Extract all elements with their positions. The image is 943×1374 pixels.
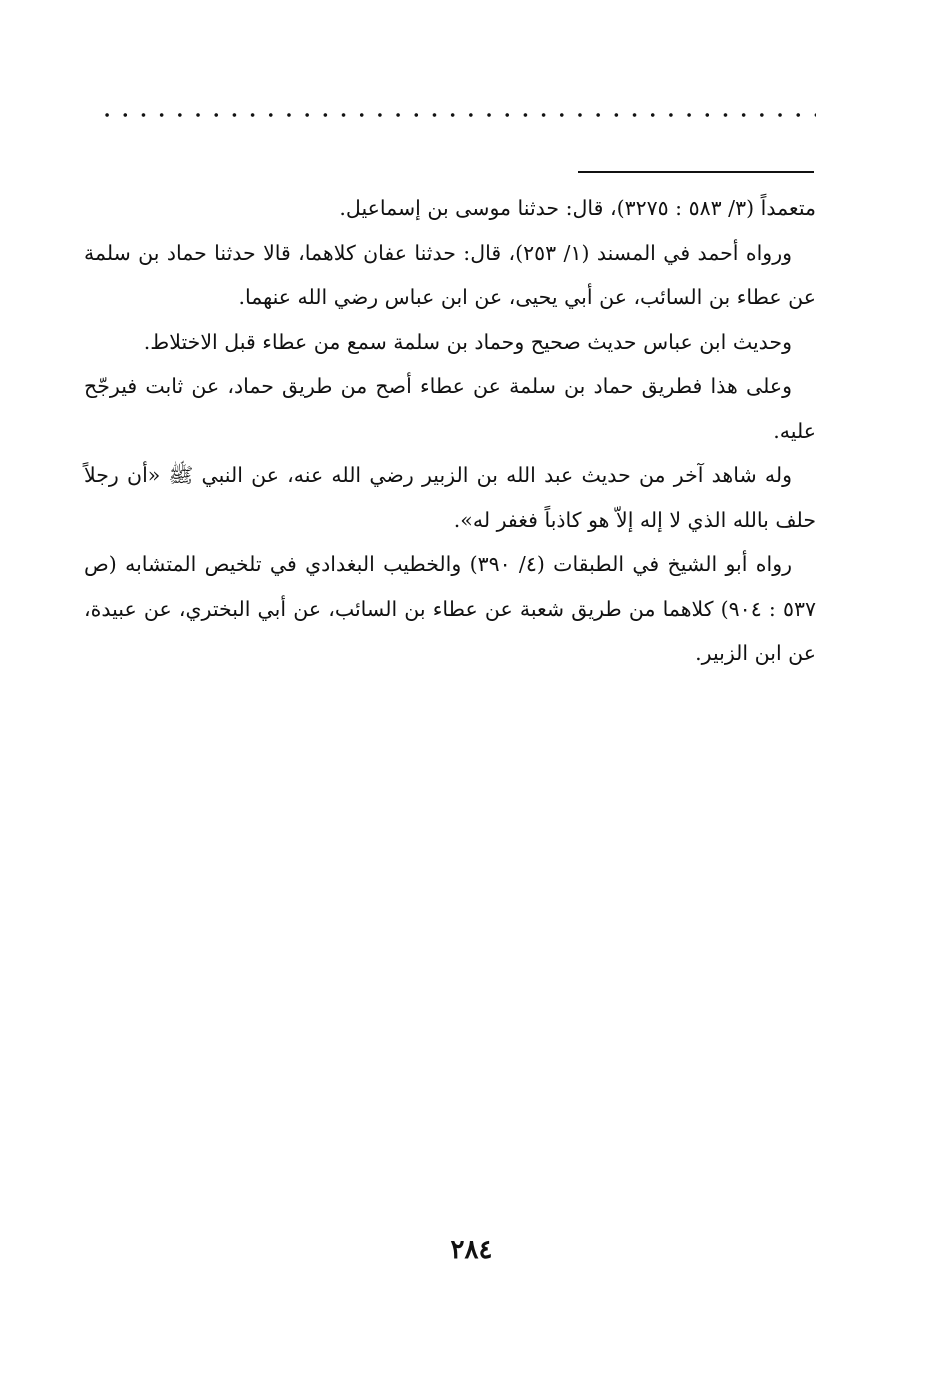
page-number: ٢٨٤: [450, 1235, 493, 1265]
paragraph-4: وعلى هذا فطريق حماد بن سلمة عن عطاء أصح من طريق حماد، عن ثابت فيرجّح عليه.: [84, 374, 816, 443]
footnote-rule: [578, 171, 814, 173]
dotted-separator: [98, 108, 816, 122]
paragraph-6: رواه أبو الشيخ في الطبقات (٤/ ٣٩٠) والخطيب البغدادي في تلخيص المتشابه (ص ٥٣٧ : ٩٠٤) كلاهما من طريق شعبة عن عطاء بن السائب، عن أبي البختري، عن عبيدة، عن ابن الزبير.: [84, 552, 816, 665]
page-body: [84, 186, 816, 676]
paragraph-3: وحديث ابن عباس حديث صحيح وحماد بن سلمة سمع من عطاء قبل الاختلاط.: [143, 329, 792, 354]
paragraph-1: متعمداً (٣/ ٥٨٣ : ٣٢٧٥)، قال: حدثنا موسى بن إسماعيل.: [339, 196, 816, 220]
paragraph-5: وله شاهد آخر من حديث عبد الله بن الزبير رضي الله عنه، عن النبي ﷺ «أن رجلاً حلف بالله الذي لا إله إلاّ هو كاذباً فغفر له».: [84, 463, 816, 532]
paragraph-2: ورواه أحمد في المسند (١/ ٢٥٣)، قال: حدثنا عفان كلاهما، قالا حدثنا حماد بن سلمة عن عطاء بن السائب، عن أبي يحيى، عن ابن عباس رضي الله عنهما.: [84, 240, 816, 309]
